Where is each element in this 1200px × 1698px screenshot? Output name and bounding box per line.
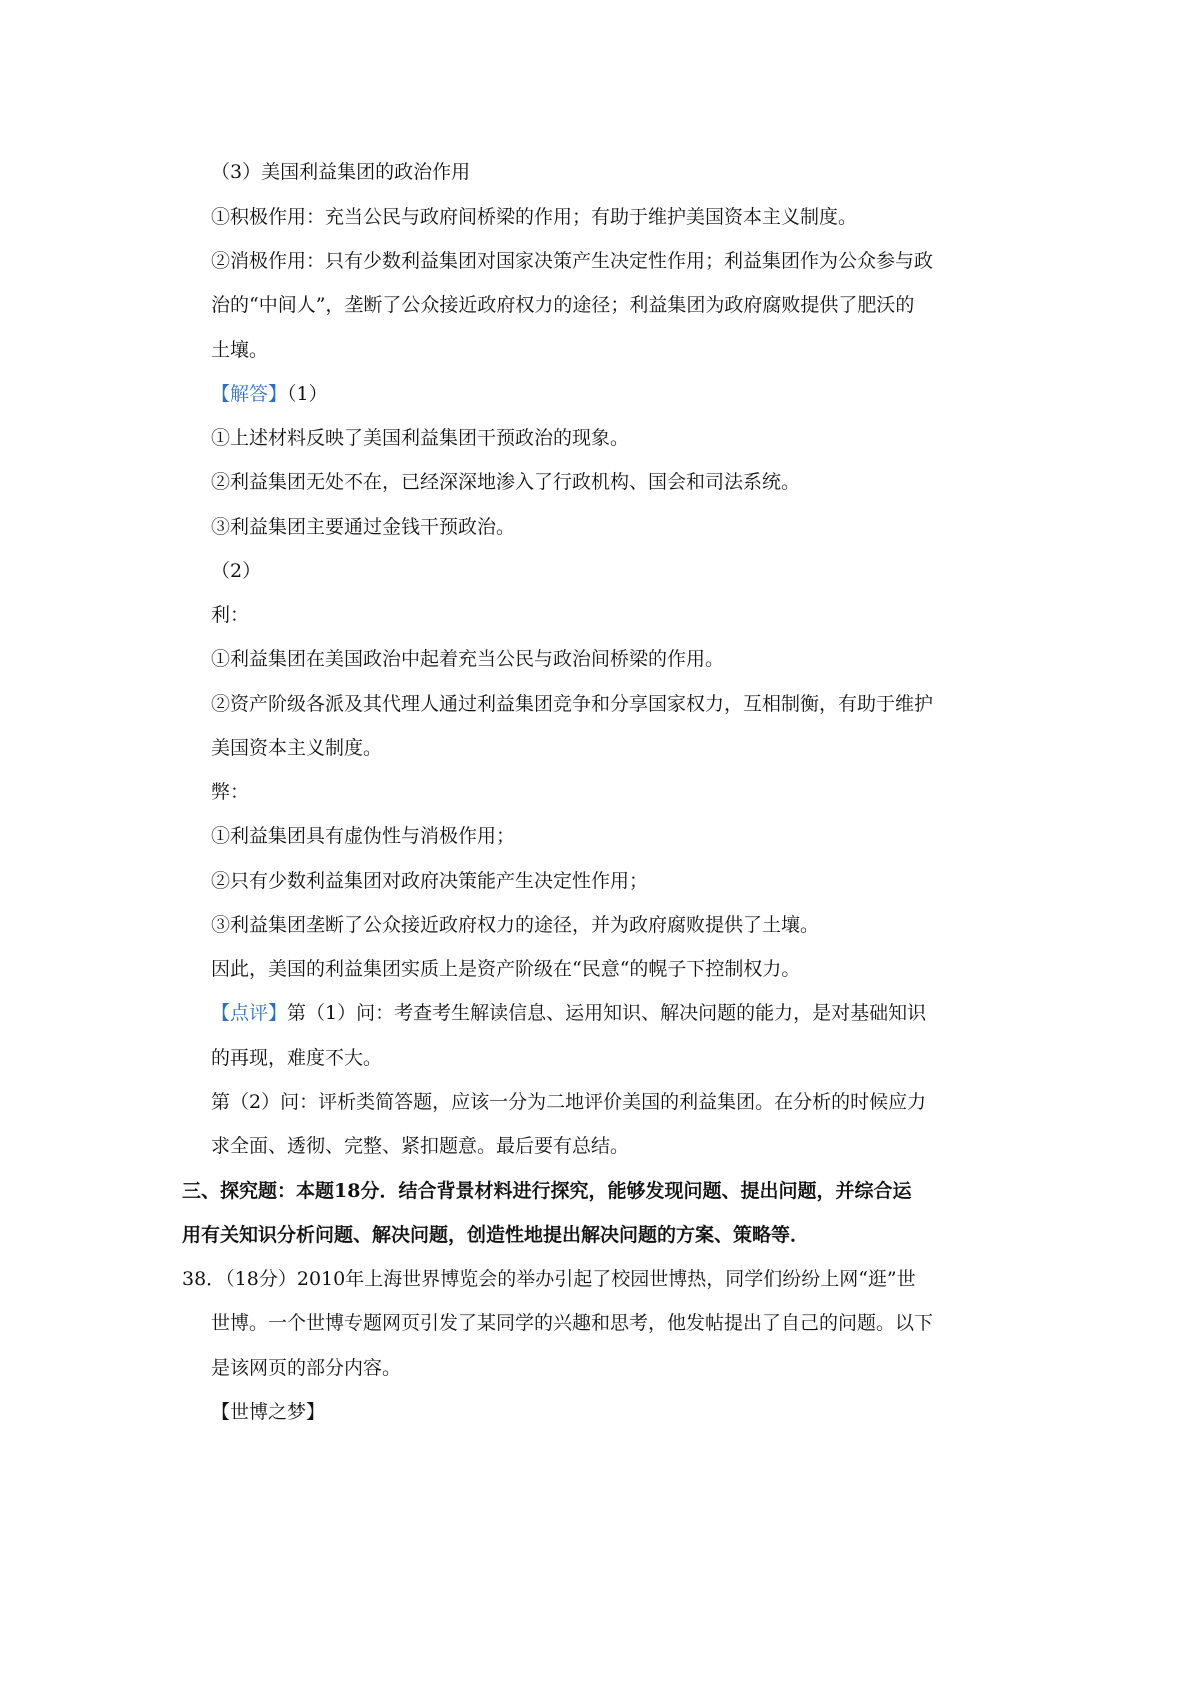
review-q1-line2: 的再现，难度不大。 [211, 1047, 383, 1069]
section3-heading: （3）美国利益集团的政治作用 [211, 161, 471, 183]
answer-p1-item3: ③利益集团主要通过金钱干预政治。 [211, 516, 516, 538]
q38-line1: 38．（18分）2010年上海世界博览会的举办引起了校园世博热，同学们纷纷上网“逛”世 [182, 1268, 916, 1290]
con-item3: ③利益集团垄断了公众接近政府权力的途径，并为政府腐败提供了土壤。 [211, 914, 820, 936]
review-q1-line1 [211, 999, 926, 1027]
pro-item2-line2: 美国资本主义制度。 [211, 737, 383, 759]
answer-part2-label: （2） [211, 560, 262, 582]
part3-heading-line1: 三、探究题：本题18分．结合背景材料进行探究，能够发现问题、提出问题，并综合运 [182, 1180, 912, 1202]
pro-item1: ①利益集团在美国政治中起着充当公民与政治间桥梁的作用。 [211, 648, 725, 670]
review-q2-line1: 第（2）问：评析类简答题，应该一分为二地评价美国的利益集团。在分析的时候应力 [211, 1091, 927, 1113]
pro-item2-line1: ②资产阶级各派及其代理人通过利益集团竞争和分享国家权力，互相制衡，有助于维护 [211, 693, 934, 715]
q38-subsection-title: 【世博之梦】 [211, 1401, 326, 1423]
answer-header [211, 380, 328, 408]
positive-role: ①积极作用：充当公民与政府间桥梁的作用；有助于维护美国资本主义制度。 [211, 206, 858, 228]
q38-line2: 世博。一个世博专题网页引发了某同学的兴趣和思考，他发帖提出了自己的问题。以下 [211, 1312, 934, 1334]
negative-role-line2: 治的“中间人”，垄断了公众接近政府权力的途径；利益集团为政府腐败提供了肥沃的 [211, 294, 915, 316]
negative-role-line1: ②消极作用：只有少数利益集团对国家决策产生决定性作用；利益集团作为公众参与政 [211, 250, 934, 272]
review-q1-text: 第（1）问：考查考生解读信息、运用知识、解决问题的能力，是对基础知识 [287, 1002, 927, 1024]
review-tag: 【点评】 [211, 1002, 288, 1024]
con-item2: ②只有少数利益集团对政府决策能产生决定性作用； [211, 870, 649, 892]
answer-tag: 【解答】 [211, 383, 288, 405]
answer-part1-label: （1） [287, 383, 328, 405]
part3-heading-line2: 用有关知识分析问题、解决问题，创造性地提出解决问题的方案、策略等． [182, 1224, 810, 1246]
answer-conclusion: 因此，美国的利益集团实质上是资产阶级在“民意“的幌子下控制权力。 [211, 958, 801, 980]
review-q2-line2: 求全面、透彻、完整、紧扣题意。最后要有总结。 [211, 1135, 630, 1157]
cons-label: 弊： [211, 781, 250, 803]
q38-line3: 是该网页的部分内容。 [211, 1357, 402, 1379]
con-item1: ①利益集团具有虚伪性与消极作用； [211, 825, 516, 847]
pros-label: 利： [211, 604, 250, 626]
negative-role-line3: 土壤。 [211, 339, 269, 361]
answer-p1-item1: ①上述材料反映了美国利益集团干预政治的现象。 [211, 427, 630, 449]
answer-p1-item2: ②利益集团无处不在，已经深深地渗入了行政机构、国会和司法系统。 [211, 471, 801, 493]
